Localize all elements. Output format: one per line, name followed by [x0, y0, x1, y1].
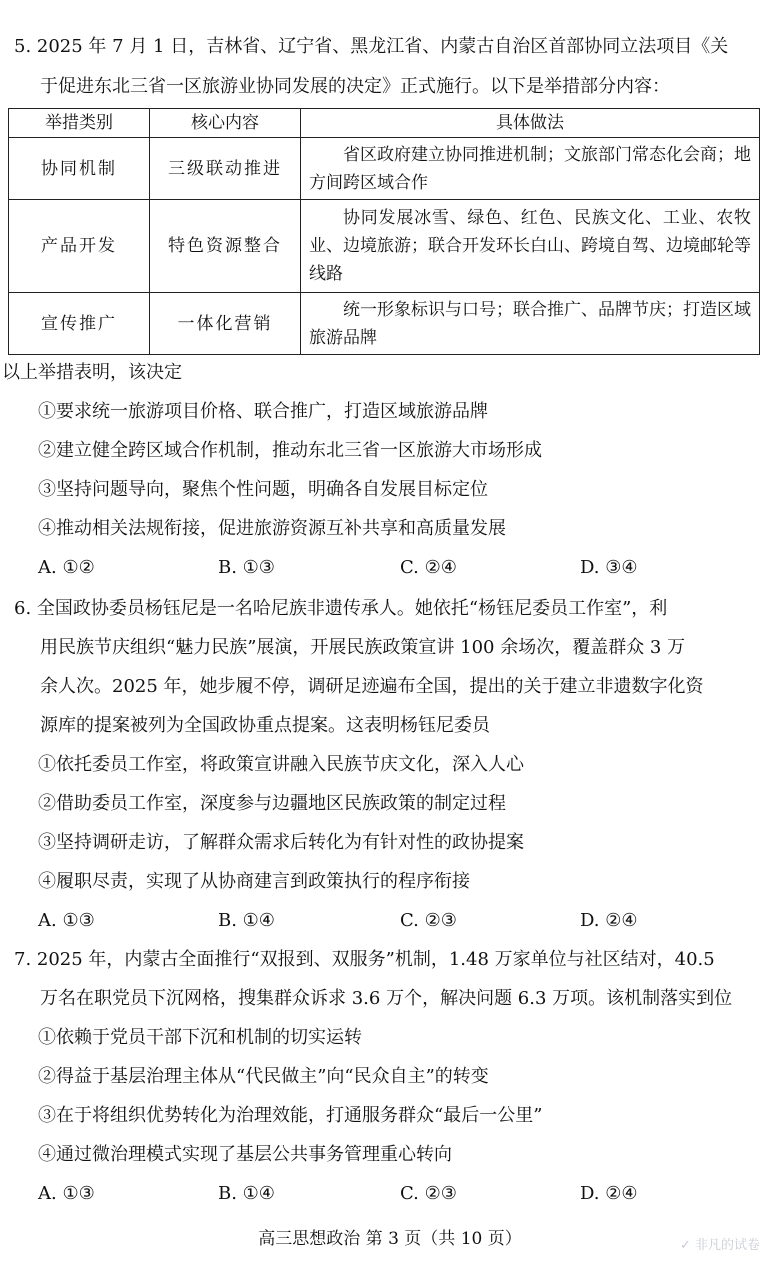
- q5-option-3: ③坚持问题导向，聚焦个性问题，明确各自发展目标定位: [38, 479, 488, 500]
- table-cell-detail: 协同发展冰雪、绿色、红色、民族文化、工业、农牧业、边境旅游；联合开发环长白山、跨境自驾、边境邮轮等线路: [301, 200, 760, 293]
- q6-option-3: ③坚持调研走访，了解群众需求后转化为有针对性的政协提案: [38, 832, 524, 853]
- choice-d[interactable]: D. ②④: [580, 910, 638, 931]
- q7-stem-line-2: 万名在职党员下沉网格，搜集群众诉求 3.6 万个，解决问题 6.3 万项。该机制落实到位: [40, 988, 733, 1009]
- choice-c[interactable]: C. ②③: [400, 910, 457, 931]
- q6-stem-line-1: 6. 全国政协委员杨钰尼是一名哈尼族非遗传承人。她依托“杨钰尼委员工作室”，利: [14, 598, 668, 619]
- q6-stem-line-3: 余人次。2025 年，她步履不停，调研足迹遍布全国，提出的关于建立非遗数字化资: [40, 676, 704, 697]
- table-header-core: 核心内容: [150, 109, 301, 138]
- q7-stem-line-1: 7. 2025 年，内蒙古全面推行“双报到、双服务”机制，1.48 万家单位与社区结对，40.5: [14, 949, 715, 970]
- choice-d[interactable]: D. ②④: [580, 1183, 638, 1204]
- q5-option-1: ①要求统一旅游项目价格、联合推广，打造区域旅游品牌: [38, 401, 488, 422]
- choice-d[interactable]: D. ③④: [580, 557, 638, 578]
- q7-option-3: ③在于将组织优势转化为治理效能，打通服务群众“最后一公里”: [38, 1105, 543, 1126]
- table-cell-category: 协同机制: [9, 138, 150, 200]
- choice-a[interactable]: A. ①③: [38, 1183, 95, 1204]
- page-footer: 高三思想政治 第 3 页（共 10 页）: [258, 1229, 522, 1249]
- table-cell-core: 特色资源整合: [150, 200, 301, 293]
- table-header-detail: 具体做法: [301, 109, 760, 138]
- choice-c[interactable]: C. ②④: [400, 557, 457, 578]
- table-cell-category: 宣传推广: [9, 293, 150, 355]
- choice-a[interactable]: A. ①③: [38, 910, 95, 931]
- q5-option-4: ④推动相关法规衔接，促进旅游资源互补共享和高质量发展: [38, 518, 506, 539]
- table-cell-detail: 省区政府建立协同推进机制；文旅部门常态化会商；地方间跨区域合作: [301, 138, 760, 200]
- q5-option-2: ②建立健全跨区域合作机制，推动东北三省一区旅游大市场形成: [38, 440, 542, 461]
- table-cell-core: 三级联动推进: [150, 138, 301, 200]
- q5-choices: [38, 555, 738, 581]
- q6-option-2: ②借助委员工作室，深度参与边疆地区民族政策的制定过程: [38, 793, 506, 814]
- choice-a[interactable]: A. ①②: [38, 557, 95, 578]
- table-row: [9, 138, 760, 200]
- table-header-row: [9, 109, 760, 138]
- table-row: [9, 200, 760, 293]
- q7-option-4: ④通过微治理模式实现了基层公共事务管理重心转向: [38, 1144, 452, 1165]
- choice-c[interactable]: C. ②③: [400, 1183, 457, 1204]
- watermark: ✓ 非凡的试卷: [679, 1238, 760, 1253]
- table-cell-category: 产品开发: [9, 200, 150, 293]
- q5-stem-line-2: 于促进东北三省一区旅游业协同发展的决定》正式施行。以下是举措部分内容：: [40, 76, 670, 97]
- choice-b[interactable]: B. ①④: [218, 1183, 275, 1204]
- choice-b[interactable]: B. ①④: [218, 910, 275, 931]
- table-cell-detail: 统一形象标识与口号；联合推广、品牌节庆；打造区域旅游品牌: [301, 293, 760, 355]
- table-row: [9, 293, 760, 355]
- choice-b[interactable]: B. ①③: [218, 557, 275, 578]
- q6-stem-line-4: 源库的提案被列为全国政协重点提案。这表明杨钰尼委员: [40, 715, 490, 736]
- q5-stem-line-1: 5. 2025 年 7 月 1 日，吉林省、辽宁省、黑龙江省、内蒙古自治区首部协同立法项目《关: [14, 36, 729, 57]
- q7-option-2: ②得益于基层治理主体从“代民做主”向“民众自主”的转变: [38, 1066, 489, 1087]
- measures-table: [8, 108, 760, 355]
- table-header-category: 举措类别: [9, 109, 150, 138]
- q5-lead: 以上举措表明，该决定: [2, 362, 182, 383]
- q7-option-1: ①依赖于党员干部下沉和机制的切实运转: [38, 1027, 362, 1048]
- q6-stem-line-2: 用民族节庆组织“魅力民族”展演，开展民族政策宣讲 100 余场次，覆盖群众 3 万: [40, 637, 686, 658]
- q6-choices: [38, 908, 738, 934]
- q7-choices: [38, 1181, 738, 1207]
- table-cell-core: 一体化营销: [150, 293, 301, 355]
- q6-option-4: ④履职尽责，实现了从协商建言到政策执行的程序衔接: [38, 871, 470, 892]
- q6-option-1: ①依托委员工作室，将政策宣讲融入民族节庆文化，深入人心: [38, 754, 524, 775]
